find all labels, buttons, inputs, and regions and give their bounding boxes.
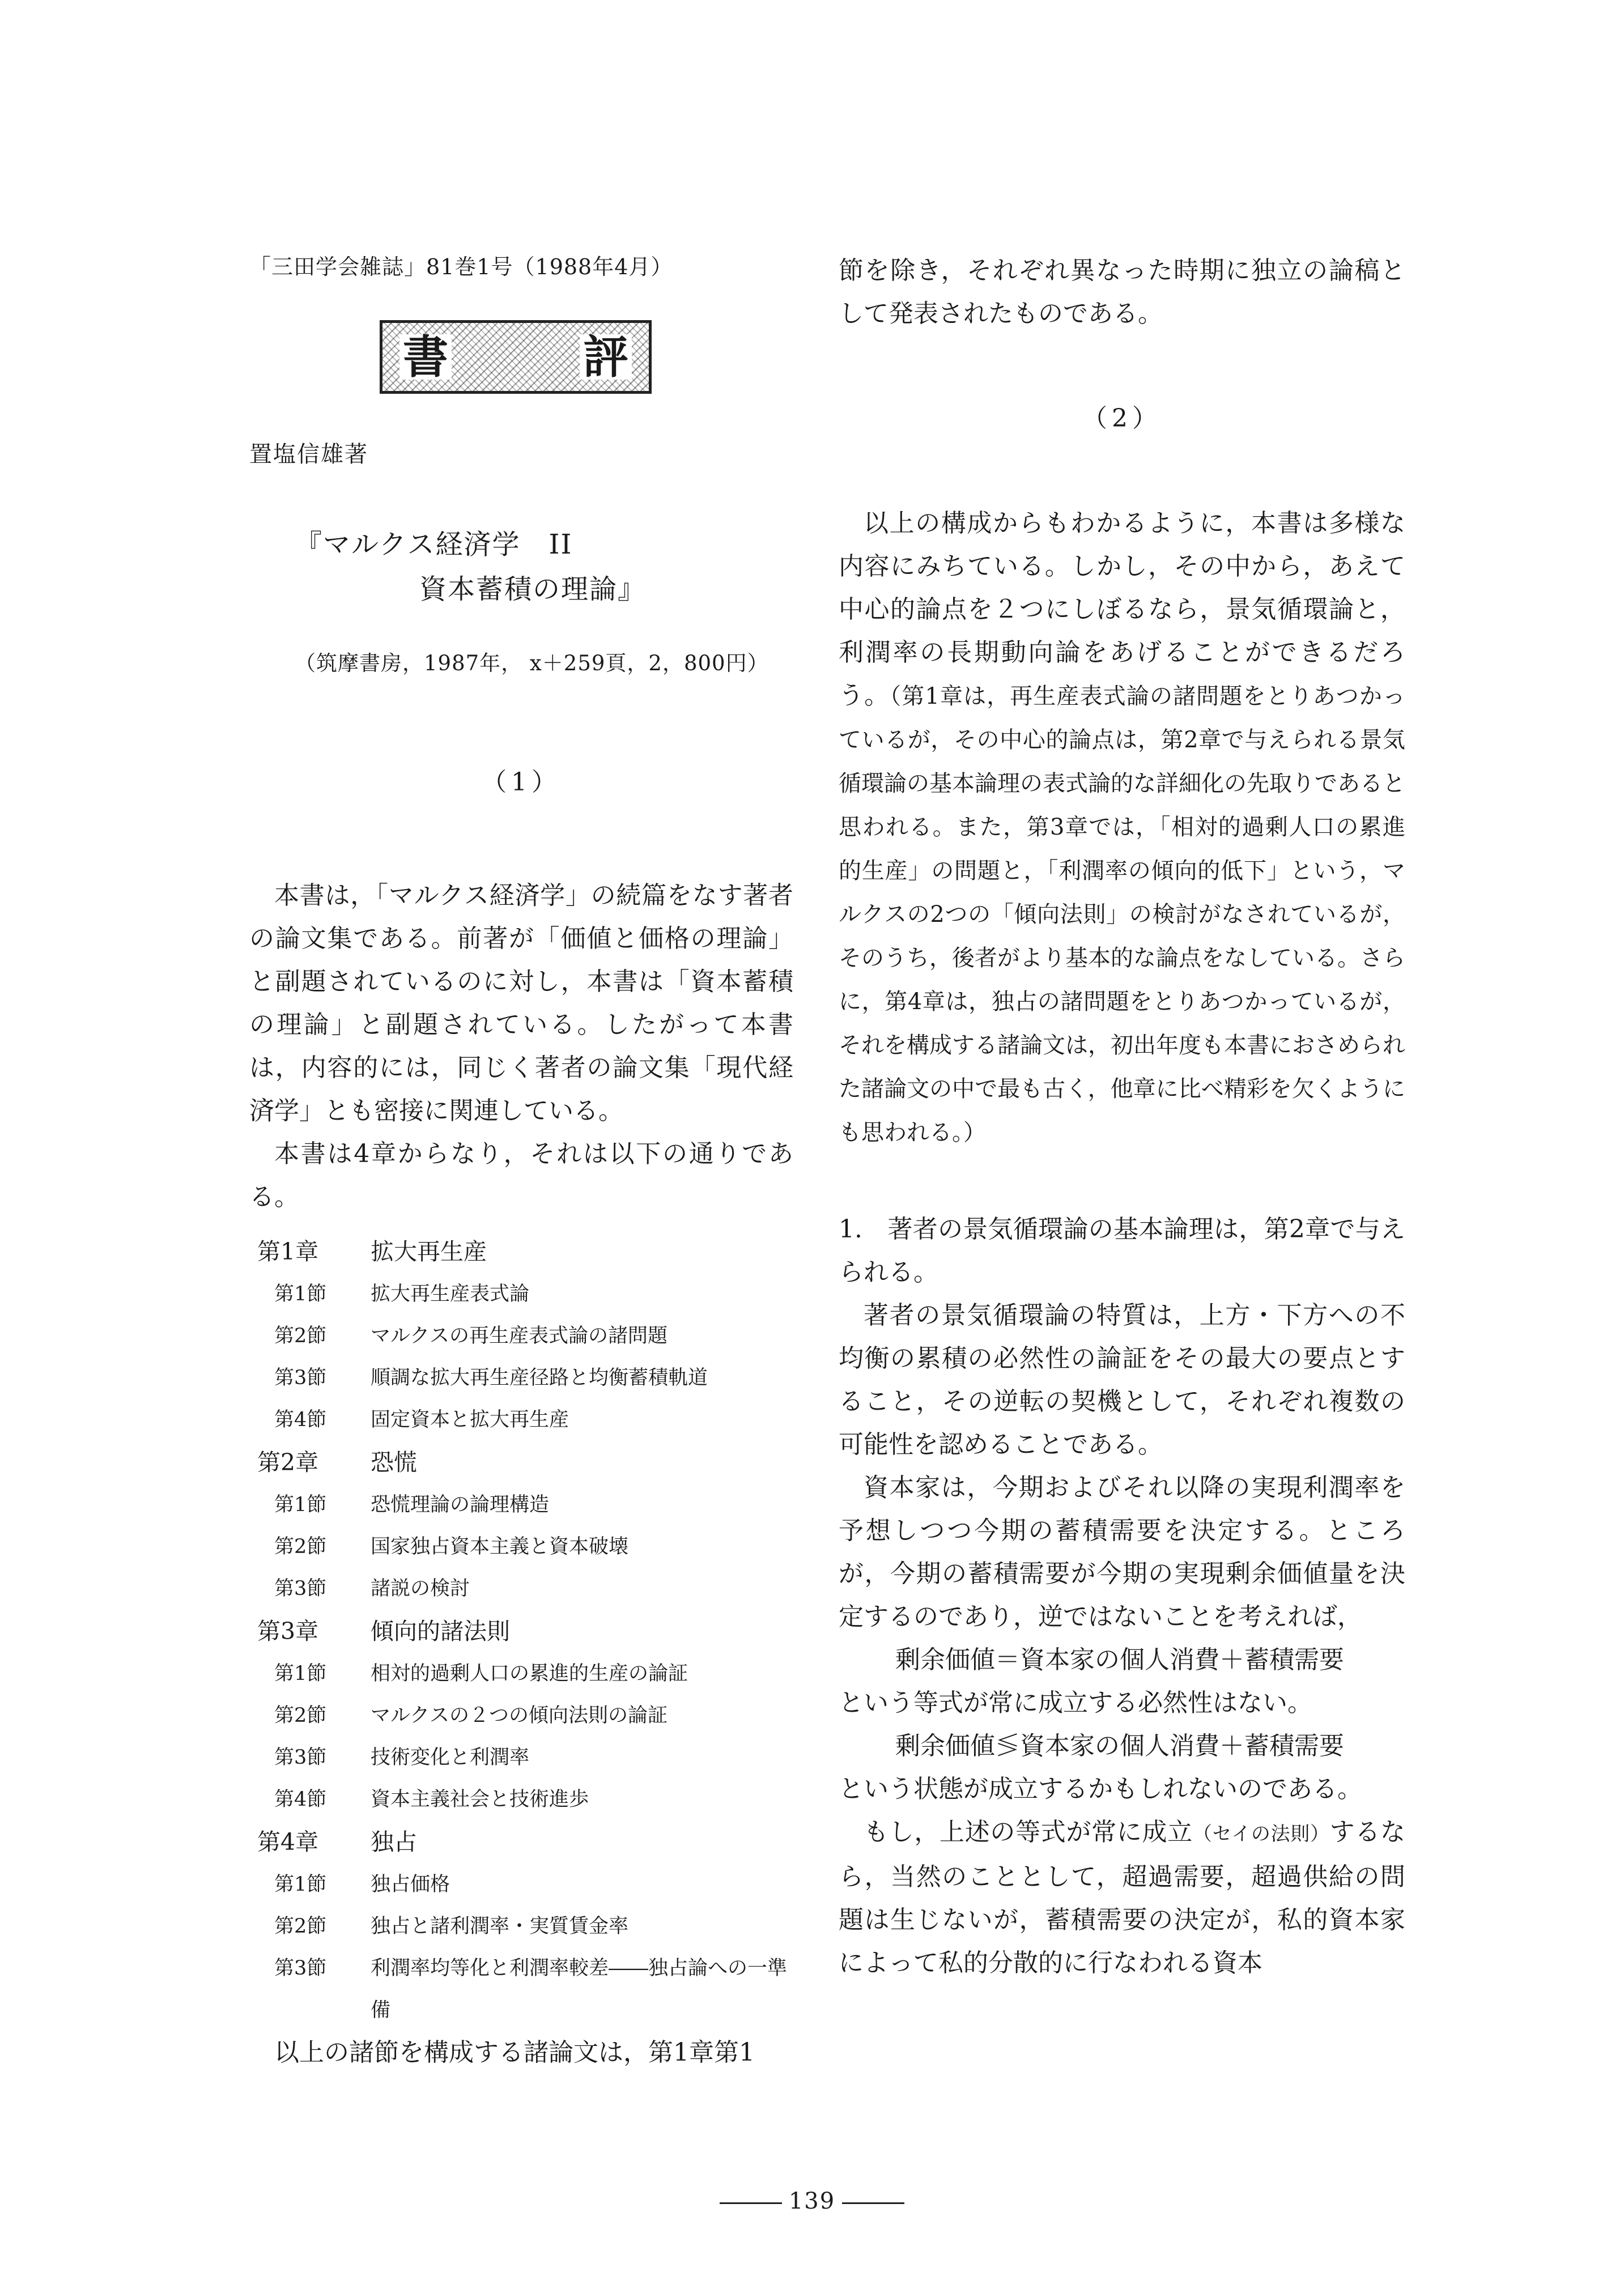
section2-paragraph-1: 以上の構成からもわかるように，本書は多様な内容にみちている。しかし，その中から，あえて中心的論点を２つにしぼるなら，景気循環論と，利潤率の長期動向論をあげることができるだろう。（第1章は，再生産表式論の諸問題をとりあつかっているが，その中心的論点は，第2章で与えられる景気循環論の基本論理の表式論的な詳細化の先取りであると思われる。また，第3章では，「相対的過剰人口の累進的生産」の問題と，「利潤率の傾向的低下」という，マルクスの2つの「傾向法則」の検討がなされているが，そのうち，後者がより基本的な論点をなしている。さらに，第4章は，独占の諸問題をとりあつかっているが，それを構成する諸論文は，初出年度も本書におさめられた諸論文の中で最も古く，他章に比べ精彩を欠くようにも思われる。） [839, 509, 1406, 1146]
footer-dash-left [720, 2202, 782, 2204]
book-title-line-2: 資本蓄積の理論』 [419, 573, 647, 606]
section1-paragraph-3-continued: 節を除き，それぞれ異なった時期に独立の論稿として発表されたものである。 [839, 256, 1405, 328]
toc-section: 第2節 マルクスの２つの傾向法則の論証 [274, 1704, 668, 1728]
section-heading-1: （1） [482, 768, 561, 797]
toc-section: 第3節 利潤率均等化と利潤率較差――独占論への一準備 [274, 1957, 788, 2022]
equation-2: 剰余価値≶資本家の個人消費＋蓄積需要 [895, 1732, 1344, 1760]
book-title [249, 522, 793, 612]
section2-paragraph-2: 1. 著者の景気循環論の基本論理は，第2章で与えられる。 [839, 1215, 1405, 1287]
review-label-char-1: 書 [399, 334, 452, 380]
equation-1: 剰余価値＝資本家の個人消費＋蓄積需要 [895, 1645, 1344, 1674]
toc-section: 第2節 国家独占資本主義と資本破壊 [274, 1535, 629, 1559]
toc-section: 第3節 技術変化と利潤率 [274, 1746, 530, 1769]
page-number: 139 [0, 2188, 1624, 2214]
section1-paragraph-1: 本書は，「マルクス経済学」の続篇をなす著者の論文集である。前著が「価値と価格の理論」と副題されているのに対し，本書は「資本蓄積の理論」と副題されている。したがって本書は，内容的には，同じく著者の論文集「現代経済学」とも密接に関連している。 [249, 881, 793, 1126]
table-of-contents [249, 1230, 793, 2031]
toc-section: 第2節 独占と諸利潤率・実質賃金率 [274, 1915, 629, 1938]
section1-paragraph-3: 以上の諸節を構成する諸論文は，第1章第1 [274, 2038, 755, 2067]
section2-paragraph-4: 資本家は，今期およびそれ以降の実現利潤率を予想しつつ今期の蓄積需要を決定する。ところが，今期の蓄積需要が今期の実現剰余価値量を決定するのであり，逆ではないことを考えれば， [839, 1473, 1405, 1631]
right-column [839, 249, 1405, 1985]
toc-chapter: 第3章 傾向的諸法則 [257, 1618, 510, 1645]
toc-chapter: 第2章 恐慌 [257, 1449, 417, 1477]
book-publication-info: （筑摩書房，1987年， x＋259頁，2，800円） [295, 651, 769, 676]
toc-section: 第4節 資本主義社会と技術進歩 [274, 1788, 589, 1811]
toc-chapter: 第1章 拡大再生産 [257, 1238, 487, 1266]
section2-paragraph-7: もし，上述の等式が常に成立（セイの法則）するなら，当然のこととして，超過需要，超過供給の問題は生じないが，蓄積需要の決定が，私的資本家によって私的分散的に行なわれる資本 [839, 1818, 1406, 1977]
toc-section: 第1節 拡大再生産表式論 [274, 1283, 530, 1306]
toc-section: 第2節 マルクスの再生産表式論の諸問題 [274, 1325, 668, 1348]
section-heading-2: （2） [1082, 404, 1162, 433]
book-title-line-1: 『マルクス経済学 II [295, 529, 573, 560]
toc-section: 第3節 諸説の検討 [274, 1577, 470, 1601]
section2-paragraph-3: 著者の景気循環論の特質は，上方・下方への不均衡の累積の必然性の論証をその最大の要点とすること，その逆転の契機として，それぞれ複数の可能性を認めることである。 [839, 1301, 1405, 1459]
toc-section: 第3節 順調な拡大再生産径路と均衡蓄積軌道 [274, 1367, 708, 1390]
section2-paragraph-6: という状態が成立するかもしれないのである。 [839, 1775, 1362, 1803]
book-author: 置塩信雄著 [249, 441, 368, 467]
toc-section: 第1節 相対的過剰人口の累進的生産の論証 [274, 1662, 688, 1686]
toc-chapter: 第4章 独占 [257, 1828, 417, 1856]
toc-section: 第1節 独占価格 [274, 1873, 450, 1896]
footer-dash-right [842, 2202, 904, 2204]
section1-paragraph-2: 本書は4章からなり，それは以下の通りである。 [249, 1139, 793, 1212]
section2-paragraph-5: という等式が常に成立する必然性はない。 [839, 1688, 1312, 1717]
review-label-box [380, 320, 652, 394]
left-column [249, 249, 793, 2074]
section2-paragraph-1-aside: （第1章は，再生産表式論の諸問題をとりあつかっているが，その中心的論点は，第2章で与えられる景気循環論の基本論理の表式論的な詳細化の先取りであると思われる。また，第3章では，「相対的過剰人口の累進的生産」の問題と，「利潤率の傾向的低下」という，マルクスの2つの「傾向法則」の検討がなされているが，そのうち，後者がより基本的な論点をなしている。さらに，第4章は，独占の諸問題をとりあつかっているが，それを構成する諸論文は，初出年度も本書におさめられた諸論文の中で最も古く，他章に比べ精彩を欠くようにも思われる。） [839, 683, 1406, 1146]
journal-header: 「三田学会雑誌」81巻1号（1988年4月） [249, 254, 673, 279]
toc-section: 第1節 恐慌理論の論理構造 [274, 1494, 550, 1517]
review-label-char-2: 評 [580, 334, 632, 380]
toc-section: 第4節 固定資本と拡大再生産 [274, 1409, 569, 1432]
